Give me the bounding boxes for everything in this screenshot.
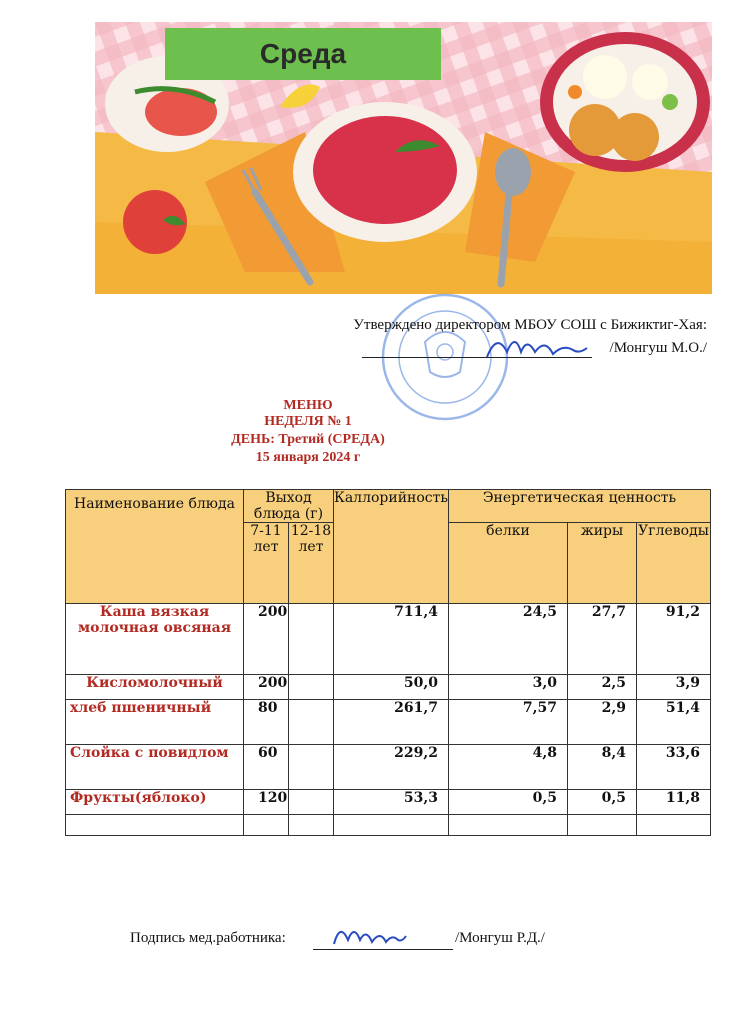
director-signature-line	[362, 338, 707, 362]
table-row	[66, 700, 711, 745]
day-label: Среда	[259, 38, 347, 69]
header-dish-name: Наименование блюда	[66, 490, 244, 604]
calories-value: 50,0	[334, 675, 449, 700]
approval-text: Утверждено директором МБОУ СОШ с Бижиктиг-Хая:	[353, 317, 707, 333]
director-name: /Монгуш М.О./	[609, 340, 707, 356]
carbs-value: 11,8	[637, 790, 711, 815]
medic-signature	[330, 920, 410, 950]
carbs-value: 91,2	[637, 604, 711, 675]
calories-value: 53,3	[334, 790, 449, 815]
empty-cell	[244, 815, 289, 836]
fat-value: 8,4	[568, 745, 637, 790]
dish-name: Кисломолочный	[66, 675, 244, 700]
header-calories: Каллорийность	[334, 490, 449, 604]
table-row	[66, 675, 711, 700]
menu-date: 15 января 2024 г	[255, 450, 361, 465]
fat-value: 2,9	[568, 700, 637, 745]
empty-cell	[66, 815, 244, 836]
carbs-value: 3,9	[637, 675, 711, 700]
protein-value: 24,5	[449, 604, 568, 675]
table-row-empty	[66, 815, 711, 836]
header-age-12-18: 12-18 лет	[289, 523, 334, 604]
header-age-7-11: 7-11 лет	[244, 523, 289, 604]
header-protein: белки	[449, 523, 568, 604]
calories-value: 261,7	[334, 700, 449, 745]
protein-value: 0,5	[449, 790, 568, 815]
medic-label: Подпись мед.работника:	[130, 930, 286, 946]
yield-12-18	[289, 604, 334, 675]
header-fat: жиры	[568, 523, 637, 604]
header-yield: Выход блюда (г)	[244, 490, 334, 523]
dish-name: Фрукты(яблоко)	[66, 790, 244, 815]
fat-value: 27,7	[568, 604, 637, 675]
yield-12-18	[289, 700, 334, 745]
carbs-value: 51,4	[637, 700, 711, 745]
empty-cell	[289, 815, 334, 836]
empty-cell	[334, 815, 449, 836]
empty-cell	[449, 815, 568, 836]
yield-12-18	[289, 745, 334, 790]
header-energy: Энергетическая ценность	[449, 490, 711, 523]
yield-7-11: 200	[244, 675, 289, 700]
fat-value: 0,5	[568, 790, 637, 815]
calories-value: 711,4	[334, 604, 449, 675]
protein-value: 3,0	[449, 675, 568, 700]
carbs-value: 33,6	[637, 745, 711, 790]
protein-value: 7,57	[449, 700, 568, 745]
empty-cell	[568, 815, 637, 836]
table-row	[66, 604, 711, 675]
yield-12-18	[289, 790, 334, 815]
menu-table	[65, 489, 711, 836]
header-carbs: Углеводы	[637, 523, 711, 604]
yield-7-11: 120	[244, 790, 289, 815]
medic-name: /Монгуш Р.Д./	[455, 930, 545, 946]
yield-7-11: 80	[244, 700, 289, 745]
empty-cell	[637, 815, 711, 836]
day-name: ДЕНЬ: Третий (СРЕДА)	[231, 432, 385, 447]
calories-value: 229,2	[334, 745, 449, 790]
dish-name: Слойка с повидлом	[66, 745, 244, 790]
table-row	[66, 745, 711, 790]
director-signature	[482, 332, 592, 364]
yield-12-18	[289, 675, 334, 700]
dish-name: Каша вязкая молочная овсяная	[66, 604, 244, 675]
dish-name: хлеб пшеничный	[66, 700, 244, 745]
medic-signature-line	[130, 930, 570, 954]
week-label: НЕДЕЛЯ № 1	[264, 414, 352, 429]
protein-value: 4,8	[449, 745, 568, 790]
yield-7-11: 60	[244, 745, 289, 790]
fat-value: 2,5	[568, 675, 637, 700]
menu-title: МЕНЮ	[283, 398, 333, 413]
yield-7-11: 200	[244, 604, 289, 675]
menu-banner	[95, 22, 712, 294]
table-row	[66, 790, 711, 815]
